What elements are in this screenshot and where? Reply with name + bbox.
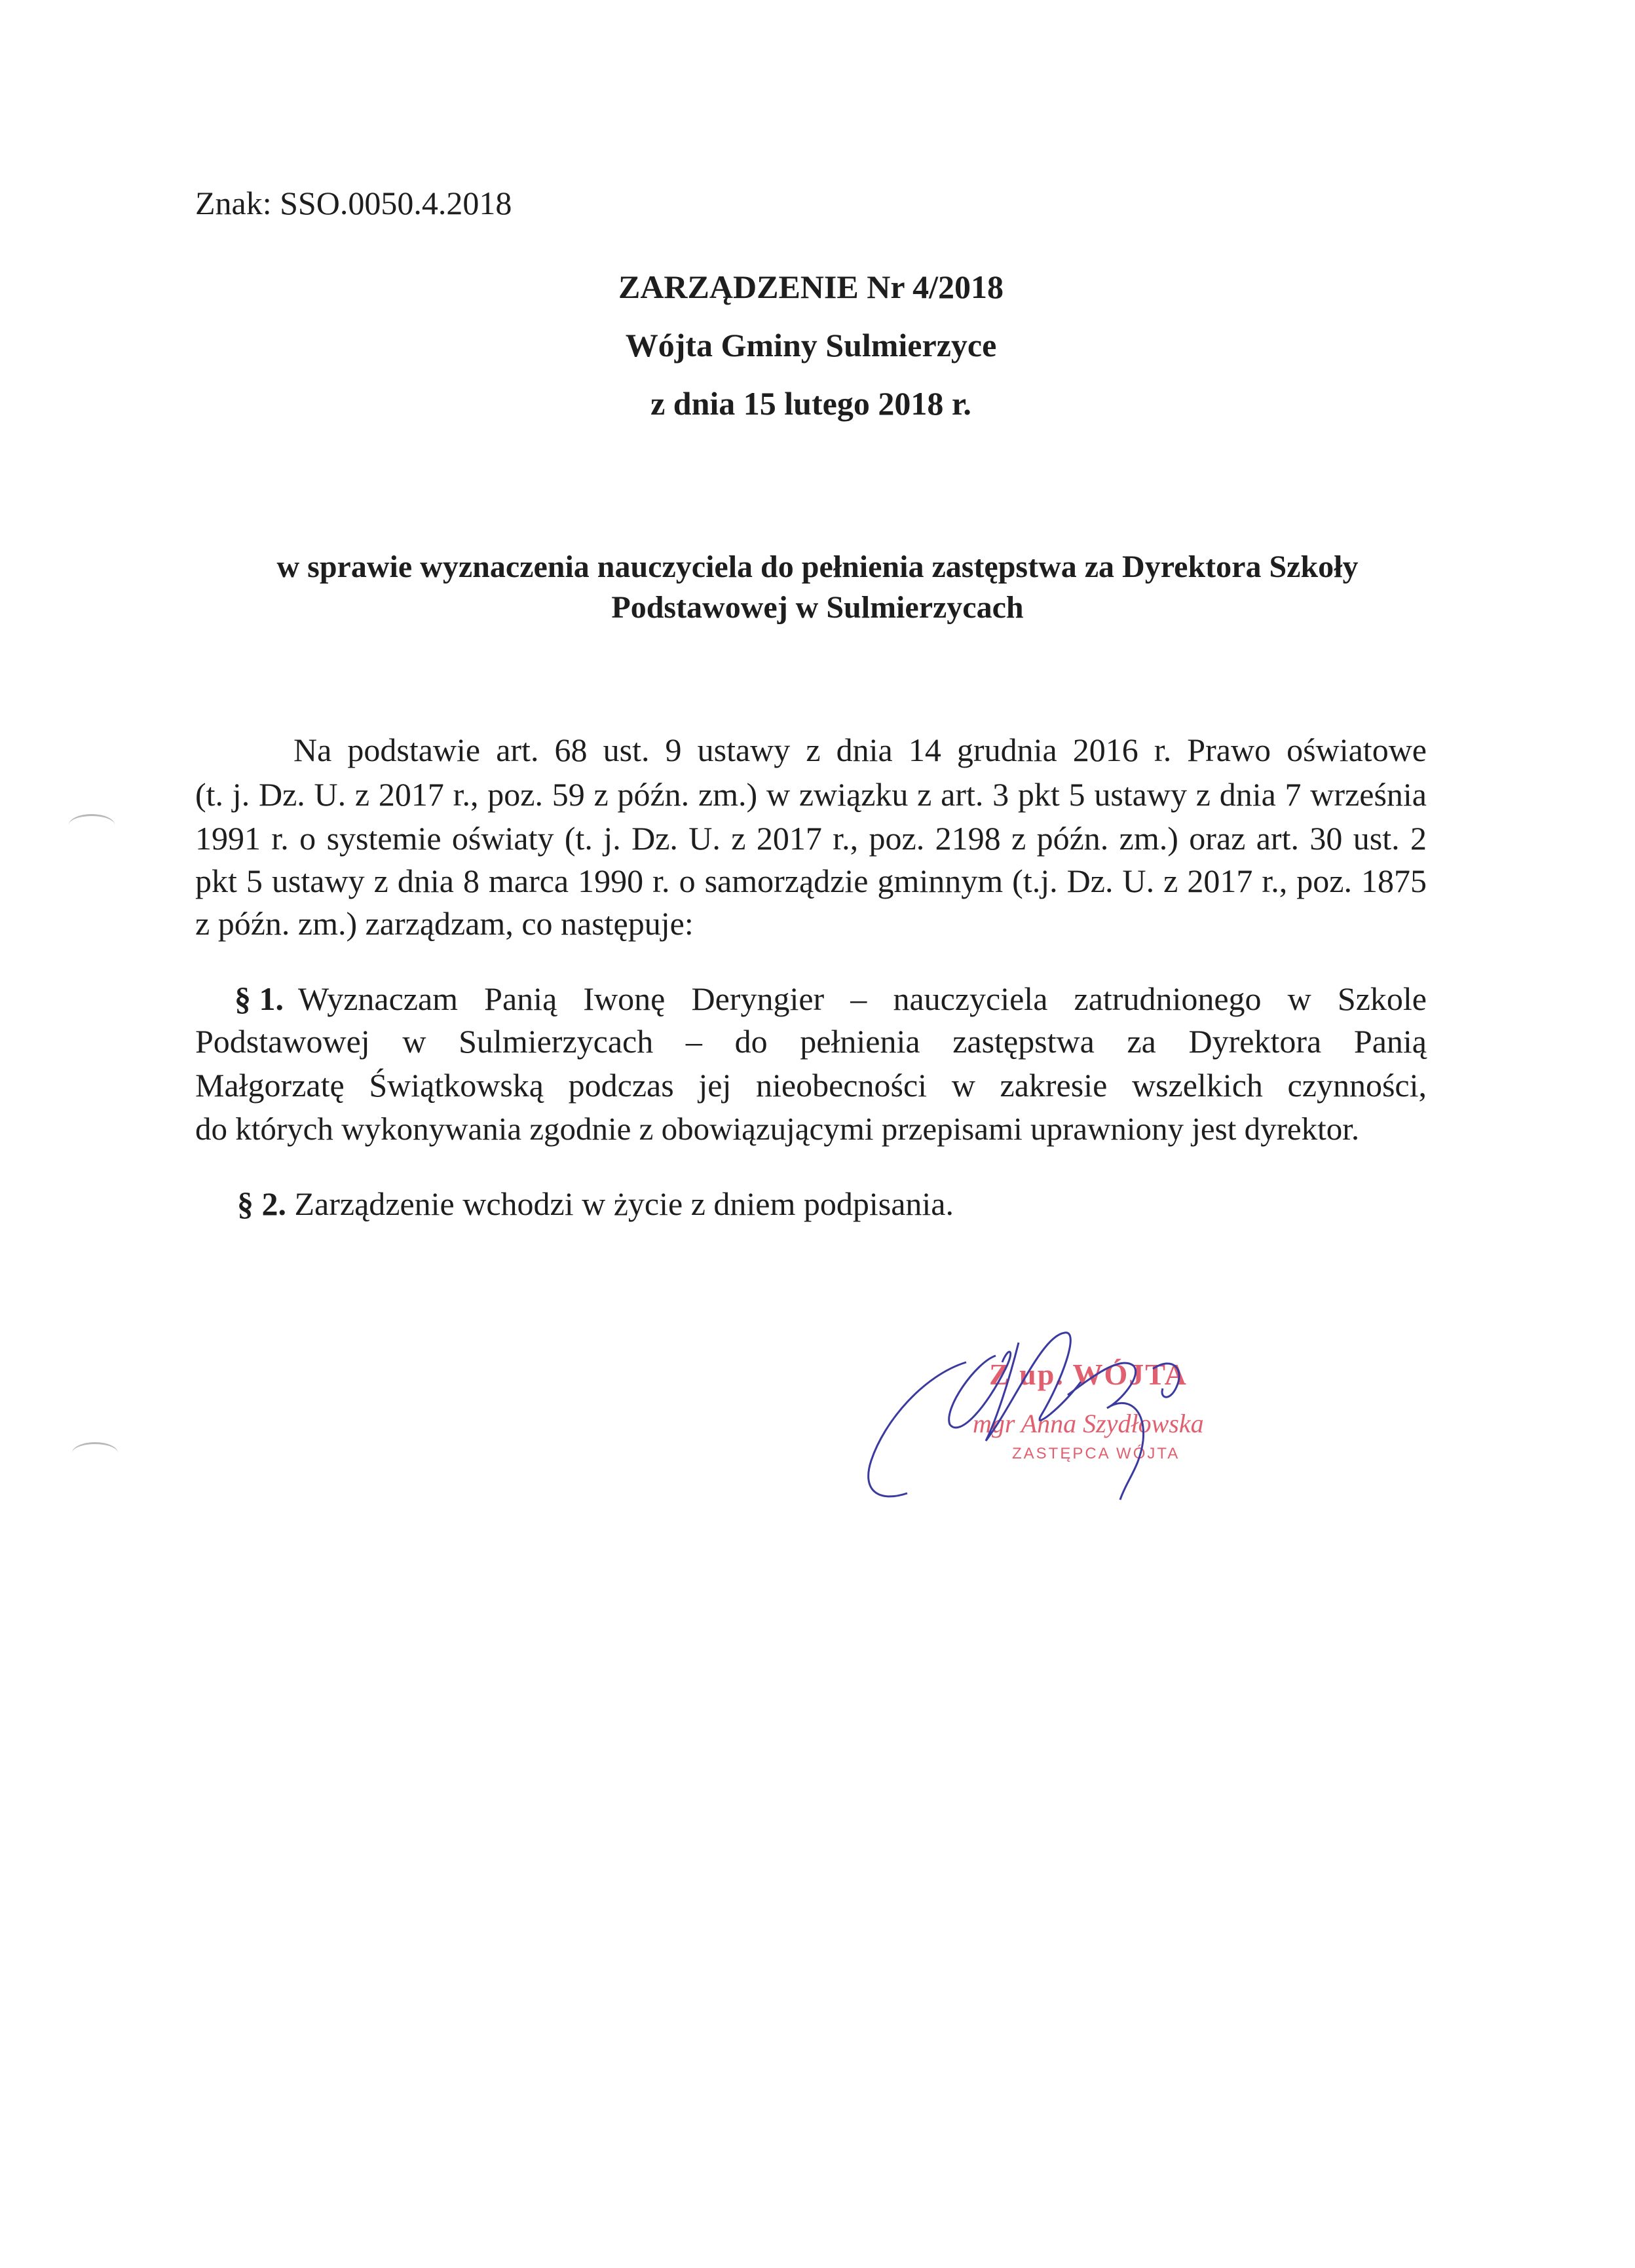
document-subject-line-2: Podstawowej w Sulmierzycach (611, 590, 1024, 625)
section-1-first-line (235, 979, 1427, 1018)
preamble-line: Na podstawie art. 68 ust. 9 ustawy z dnia 14 grudnia 2016 r. Prawo oświatowe (293, 732, 1427, 768)
handwritten-signature (845, 1310, 1251, 1506)
preamble-line: (t. j. Dz. U. z 2017 r., poz. 59 z późn. zm.) w związku z art. 3 pkt 5 ustawy z dnia 7 września (195, 776, 1427, 813)
document-date: z dnia 15 lutego 2018 r. (650, 385, 971, 422)
section-1-line: Podstawowej w Sulmierzycach – do pełnienia zastępstwa za Dyrektora Panią (195, 1023, 1427, 1060)
official-stamp (845, 1310, 1251, 1506)
punch-hole-mark (69, 814, 115, 836)
document-reference: Znak: SSO.0050.4.2018 (195, 185, 512, 221)
section-1-line: Małgorzatę Świątkowską podczas jej nieobecności w zakresie wszelkich czynności, (195, 1067, 1427, 1104)
section-1-line: do których wykonywania zgodnie z obowiązującymi przepisami uprawniony jest dyrektor. (195, 1111, 1360, 1147)
document-title: ZARZĄDZENIE Nr 4/2018 (618, 269, 1004, 305)
document-issuer: Wójta Gminy Sulmierzyce (625, 327, 997, 363)
stamp-line-1: Z up. WÓJTA (989, 1358, 1188, 1391)
section-1-line: Wyznaczam Panią Iwonę Deryngier – nauczyciela zatrudnionego w Szkole (298, 980, 1427, 1017)
section-2-text: Zarządzenie wchodzi w życie z dniem podpisania. (294, 1185, 954, 1222)
section-2-mark: § 2. (237, 1185, 286, 1222)
preamble-line: pkt 5 ustawy z dnia 8 marca 1990 r. o samorządzie gminnym (t.j. Dz. U. z 2017 r., poz. 1875 (195, 863, 1427, 899)
preamble-line: z późn. zm.) zarządzam, co następuje: (195, 905, 694, 942)
stamp-role: ZASTĘPCA WÓJTA (1012, 1445, 1180, 1462)
section-1-mark: § 1. (235, 980, 284, 1017)
section-2 (237, 1184, 954, 1223)
preamble-line: 1991 r. o systemie oświaty (t. j. Dz. U. z 2017 r., poz. 2198 z późn. zm.) oraz art. 30 ust. 2 (195, 820, 1427, 857)
document-subject-line-1: w sprawie wyznaczenia nauczyciela do pełnienia zastępstwa za Dyrektora Szkoły (276, 549, 1359, 584)
punch-hole-mark (72, 1442, 118, 1464)
stamp-name: mgr Anna Szydłowska (973, 1409, 1204, 1438)
